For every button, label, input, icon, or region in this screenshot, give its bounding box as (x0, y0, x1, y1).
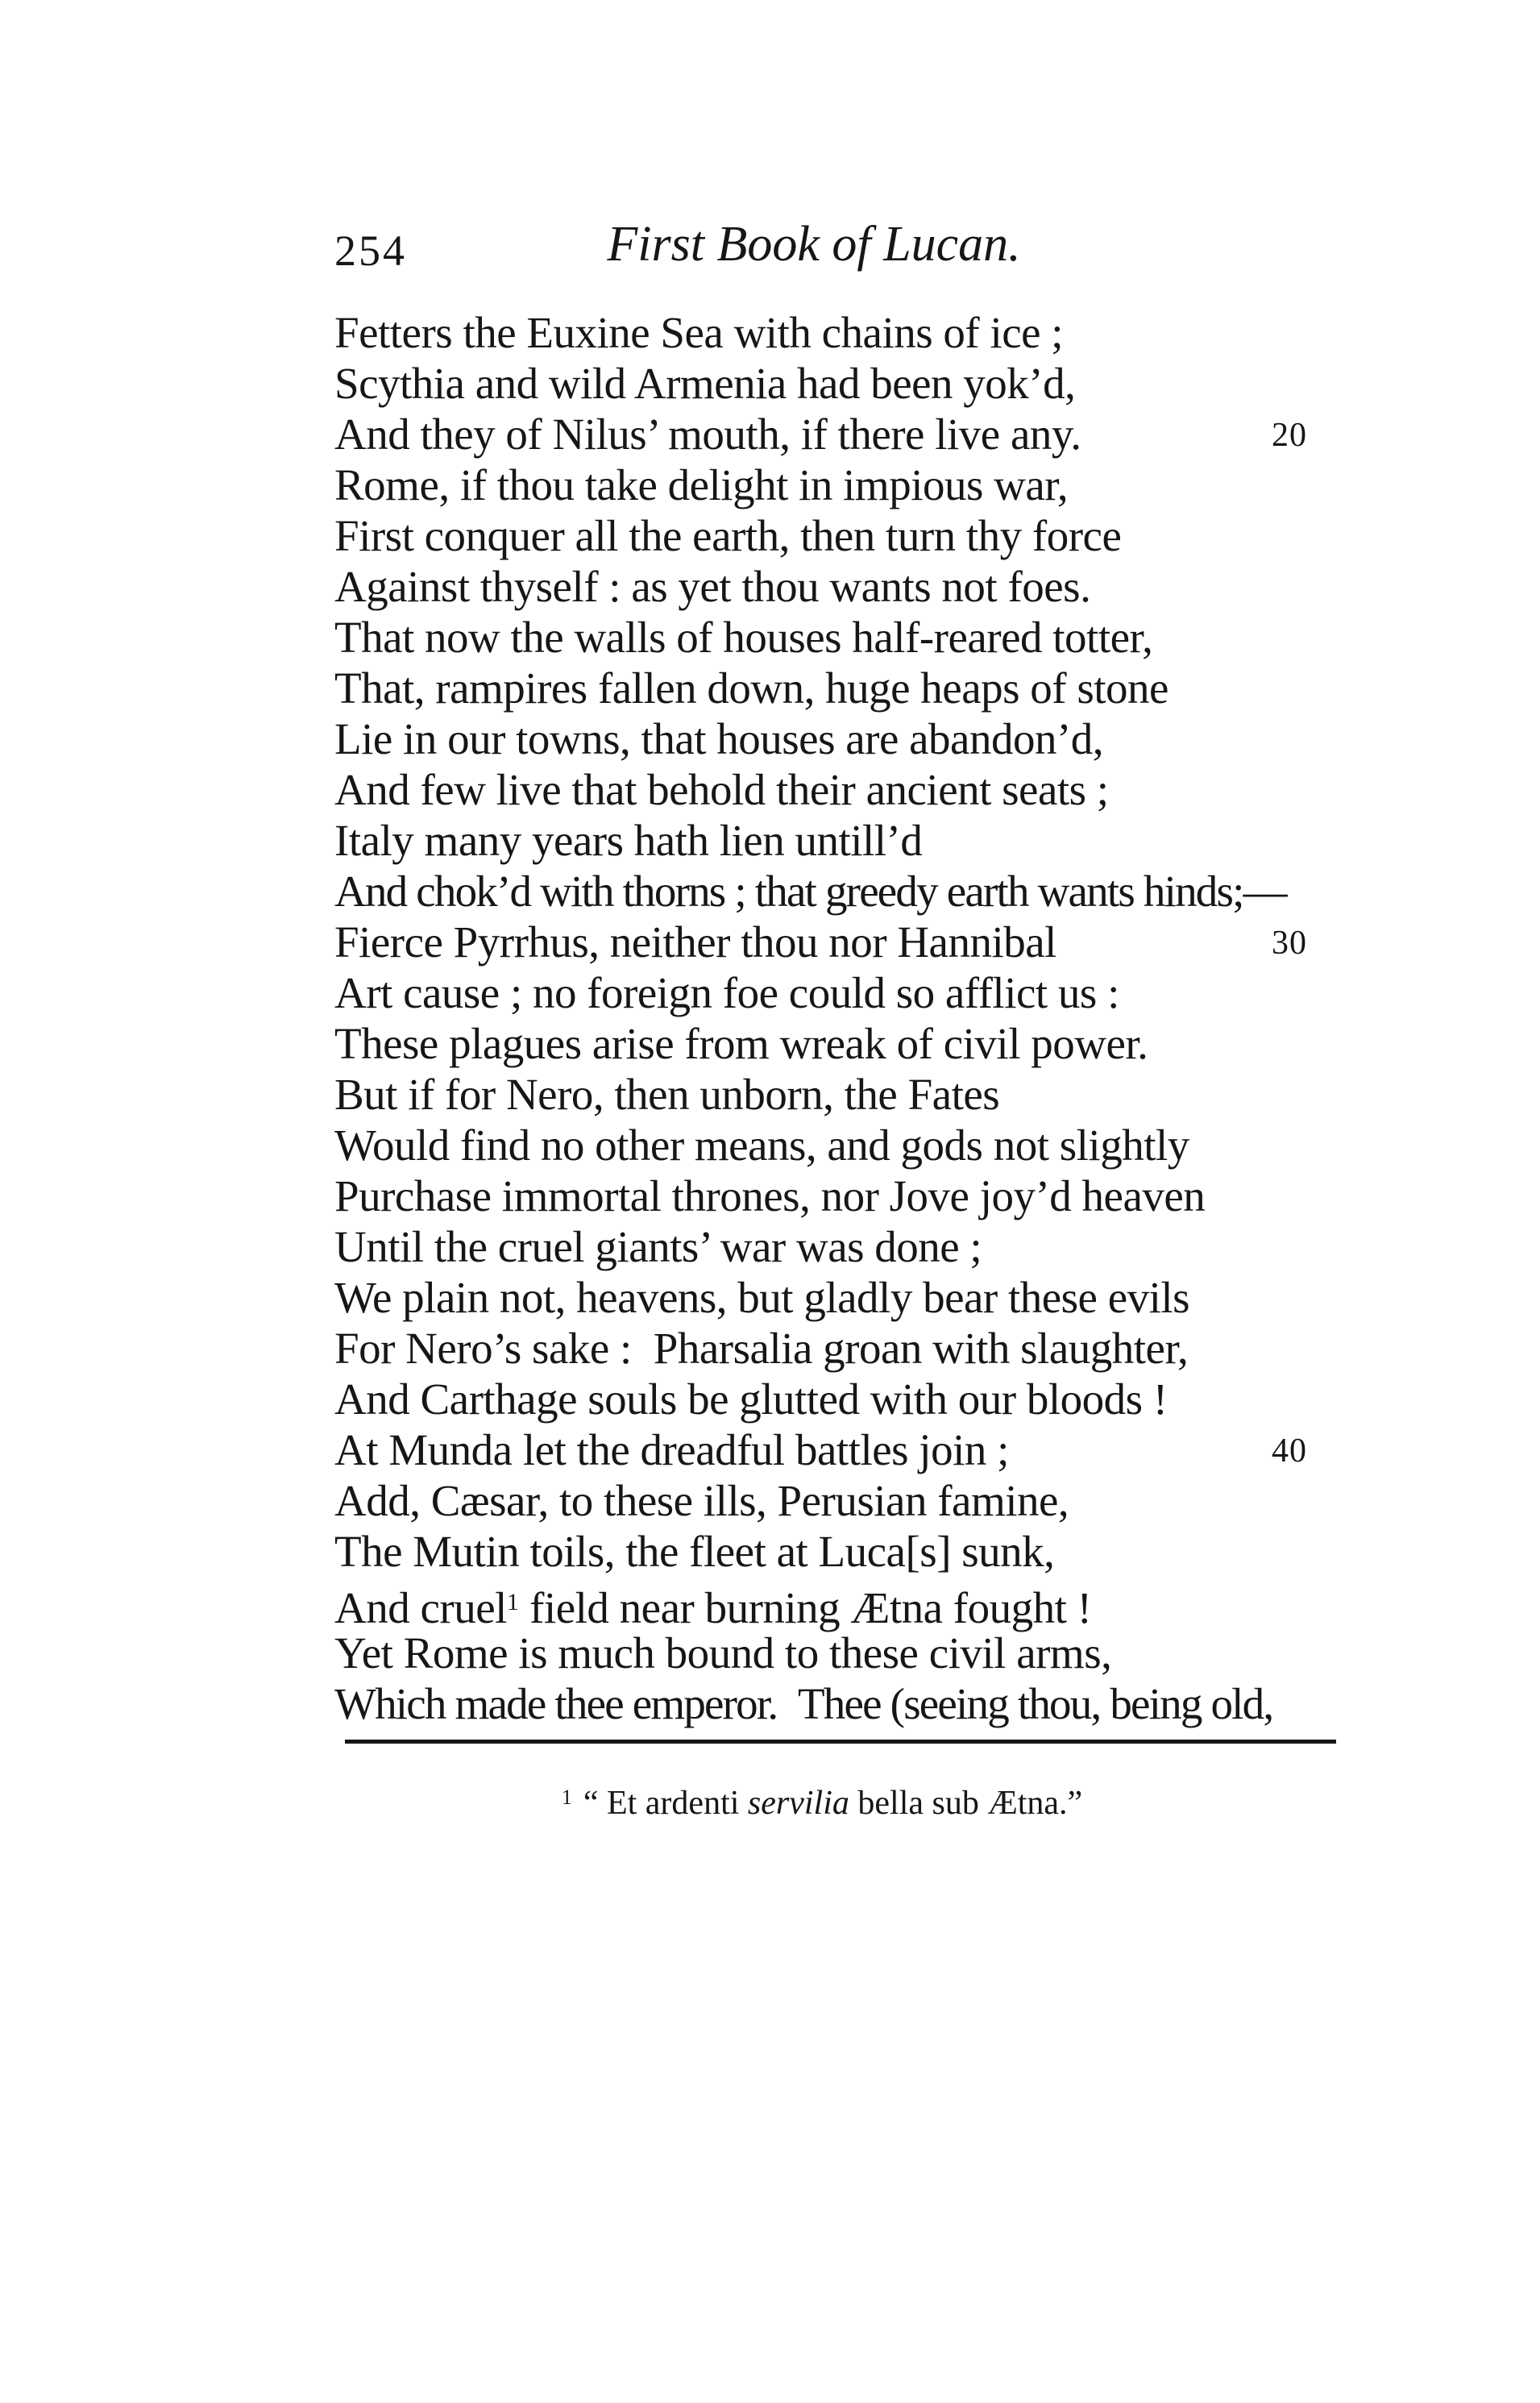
poem-line-text: Italy many years hath lien untill’d (334, 816, 923, 865)
poem-line (334, 1069, 1358, 1120)
footnote-text-after: bella sub Ætna.” (849, 1785, 1083, 1822)
poem-line (334, 1323, 1358, 1374)
poem-line-text: Scythia and wild Armenia had been yok’d, (334, 359, 1076, 408)
poem-line-text: But if for Nero, then unborn, the Fates (334, 1070, 1000, 1119)
poem-line-text: And Carthage souls be glutted with our bloods ! (334, 1374, 1168, 1424)
poem-line-text: Rome, if thou take delight in impious war, (334, 460, 1069, 509)
poem-line (334, 917, 1358, 967)
poem-line-text: And few live that behold their ancient seats ; (334, 765, 1109, 814)
poem-line (334, 358, 1358, 409)
poem-line-text: At Munda let the dreadful battles join ; (334, 1425, 1009, 1474)
poem-line-text: And cruel$^1$ field near burning Ætna fought ! (334, 1583, 1092, 1632)
page-header (334, 219, 1358, 284)
footnote-rule (345, 1740, 1336, 1744)
poem-line-text: Fetters the Euxine Sea with chains of ice ; (334, 308, 1064, 357)
page-number: 254 (334, 227, 407, 275)
poem-line-text: The Mutin toils, the fleet at Luca[s] sunk, (334, 1527, 1055, 1576)
poem-line (334, 1577, 1358, 1632)
poem-line (334, 1018, 1358, 1069)
poem-line (334, 764, 1358, 815)
poem-line (334, 612, 1358, 663)
poem-line (334, 1272, 1358, 1323)
poem-line-text: Would find no other means, and gods not slightly (334, 1120, 1189, 1170)
poem-line (334, 1475, 1358, 1526)
poem-line (334, 1678, 1358, 1729)
poem-line (334, 561, 1358, 612)
footnote (334, 1775, 1310, 1826)
poem-line-text: Yet Rome is much bound to these civil arms, (334, 1628, 1112, 1678)
poem-line-text: Add, Cæsar, to these ills, Perusian famine, (334, 1476, 1069, 1525)
poem-line (334, 815, 1358, 866)
poem-line-text: Purchase immortal thrones, nor Jove joy’d heaven (334, 1171, 1206, 1220)
poem-line-text: First conquer all the earth, then turn thy force (334, 511, 1122, 560)
poem-line-text: Art cause ; no foreign foe could so afflict us : (334, 968, 1119, 1017)
poem-line (334, 459, 1358, 510)
running-title: First Book of Lucan. (607, 217, 1021, 272)
footnote-latin-italic: servilia (747, 1785, 849, 1822)
poem-line (334, 1221, 1358, 1272)
poem-line (334, 510, 1358, 561)
poem-line-number: 30 (1272, 925, 1307, 962)
poem-line-text: These plagues arise from wreak of civil power. (334, 1019, 1148, 1068)
poem-line-text: Which made thee emperor. Thee (seeing thou, being old, (334, 1679, 1273, 1728)
poem-line-text: And chok’d with thorns ; that greedy earth wants hinds;— (334, 867, 1286, 916)
poem-line-text: Lie in our towns, that houses are abandon’d, (334, 714, 1104, 763)
poem-line-text: That, rampires fallen down, huge heaps of stone (334, 663, 1168, 713)
poem (334, 307, 1358, 1729)
footnote-reference-superscript: 1 (506, 1589, 519, 1615)
poem-line-text: Until the cruel giants’ war was done ; (334, 1222, 982, 1271)
poem-line (334, 1424, 1358, 1475)
poem-line-text: Against thyself : as yet thou wants not foes. (334, 562, 1091, 611)
poem-line-number: 20 (1272, 417, 1307, 454)
poem-line (334, 307, 1358, 358)
poem-line (334, 713, 1358, 764)
footnote-text-before: “ Et ardenti (583, 1785, 748, 1822)
poem-line (334, 967, 1358, 1018)
poem-line (334, 866, 1358, 917)
footnote-marker: 1 (561, 1786, 572, 1809)
poem-line (334, 663, 1358, 713)
poem-line (334, 1628, 1358, 1678)
poem-line (334, 1526, 1358, 1577)
poem-line-text: That now the walls of houses half-reared totter, (334, 613, 1153, 662)
poem-line (334, 1170, 1358, 1221)
poem-line-text: And they of Nilus’ mouth, if there live any. (334, 410, 1081, 459)
poem-line-text: For Nero’s sake : Pharsalia groan with slaughter, (334, 1324, 1189, 1373)
poem-line (334, 1120, 1358, 1170)
poem-line-number: 40 (1272, 1432, 1307, 1470)
poem-line (334, 409, 1358, 459)
poem-line-text: We plain not, heavens, but gladly bear these evils (334, 1273, 1190, 1322)
poem-line-text: Fierce Pyrrhus, neither thou nor Hannibal (334, 917, 1056, 967)
poem-line (334, 1374, 1358, 1424)
